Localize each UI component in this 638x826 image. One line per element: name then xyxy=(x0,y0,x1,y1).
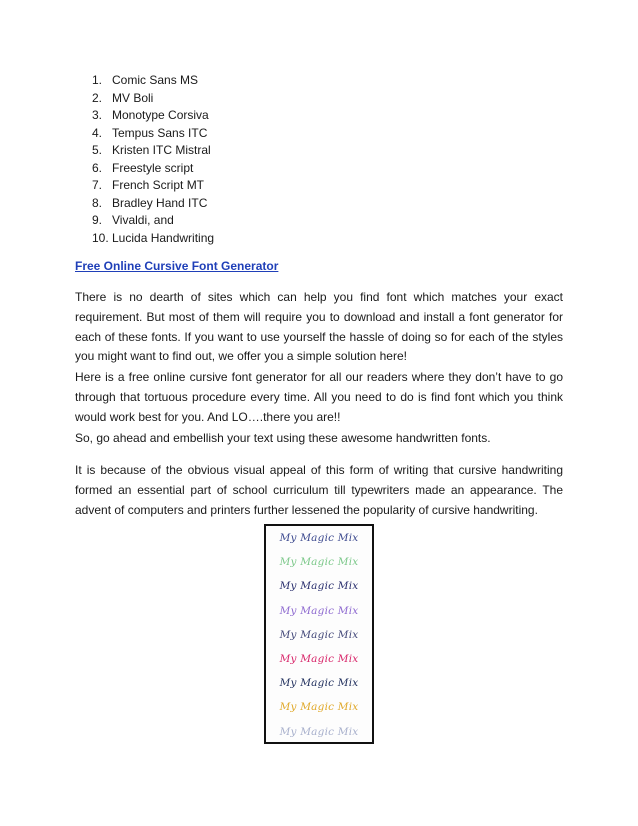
list-number: 4. xyxy=(92,125,103,140)
font-list-item xyxy=(92,125,214,143)
font-list-item xyxy=(92,195,214,213)
sample-text-line: My Magic Mix xyxy=(279,677,359,690)
sample-text-line: My Magic Mix xyxy=(279,628,359,641)
font-list-item xyxy=(92,177,214,195)
sample-text-line: My Magic Mix xyxy=(279,556,359,569)
font-name: Lucida Handwriting xyxy=(112,230,215,245)
cursive-font-sample-image xyxy=(264,524,374,744)
list-number: 10. xyxy=(92,230,109,245)
font-name: MV Boli xyxy=(112,90,154,105)
list-number: 1. xyxy=(92,73,103,87)
sample-text-line: My Magic Mix xyxy=(279,604,359,617)
sample-text-line: My Magic Mix xyxy=(279,725,359,738)
paragraph-embellish: So, go ahead and embellish your text using these awesome handwritten fonts. xyxy=(75,431,491,445)
font-name: Kristen ITC Mistral xyxy=(112,143,211,157)
font-list-item xyxy=(92,72,214,90)
font-list-item xyxy=(92,90,214,108)
list-number: 6. xyxy=(92,160,103,175)
list-number: 2. xyxy=(92,90,103,105)
paragraph-history: It is because of the obvious visual appeal of this form of writing that cursive handwriting formed an essential part of school curriculum till typewriters made an appearance. The advent of computers and printers further lessened the popularity of cursive handwriting. xyxy=(75,463,563,517)
font-name: Vivaldi, and xyxy=(112,213,174,227)
sample-text-line: My Magic Mix xyxy=(279,532,359,544)
list-number: 7. xyxy=(92,178,103,192)
font-name: Freestyle script xyxy=(112,160,194,175)
list-number: 5. xyxy=(92,143,103,157)
font-name: Monotype Corsiva xyxy=(112,108,209,122)
font-name: Bradley Hand ITC xyxy=(112,195,208,210)
sample-text-line: My Magic Mix xyxy=(279,701,359,714)
paragraph-generator: Here is a free online cursive font generator for all our readers where they don’t have to go through that tortuous procedure every time. All you need to do is find font which you think would work best for you. And LO….there you are!! xyxy=(75,370,563,424)
list-number: 8. xyxy=(92,195,103,210)
list-number: 3. xyxy=(92,108,103,122)
paragraph-intro: There is no dearth of sites which can help you find font which matches your exact requirement. But most of them will require you to download and install a font generator for each of these fonts. If you want to use yourself the hassle of doing so for each of the styles you might want to find out, we offer you a simple solution here! xyxy=(75,290,563,364)
font-list-item xyxy=(92,160,214,178)
sample-text-line: My Magic Mix xyxy=(279,653,359,665)
font-list-item xyxy=(92,230,214,248)
sample-text-line: My Magic Mix xyxy=(279,580,359,593)
section-heading-link[interactable]: Free Online Cursive Font Generator xyxy=(75,259,279,273)
font-list-item xyxy=(92,212,214,230)
font-list-item xyxy=(92,142,214,160)
font-name: French Script MT xyxy=(112,178,205,192)
font-name: Comic Sans MS xyxy=(112,73,199,87)
list-number: 9. xyxy=(92,213,103,227)
font-list-item xyxy=(92,107,214,125)
font-name: Tempus Sans ITC xyxy=(112,125,208,140)
font-name-list xyxy=(92,72,214,247)
